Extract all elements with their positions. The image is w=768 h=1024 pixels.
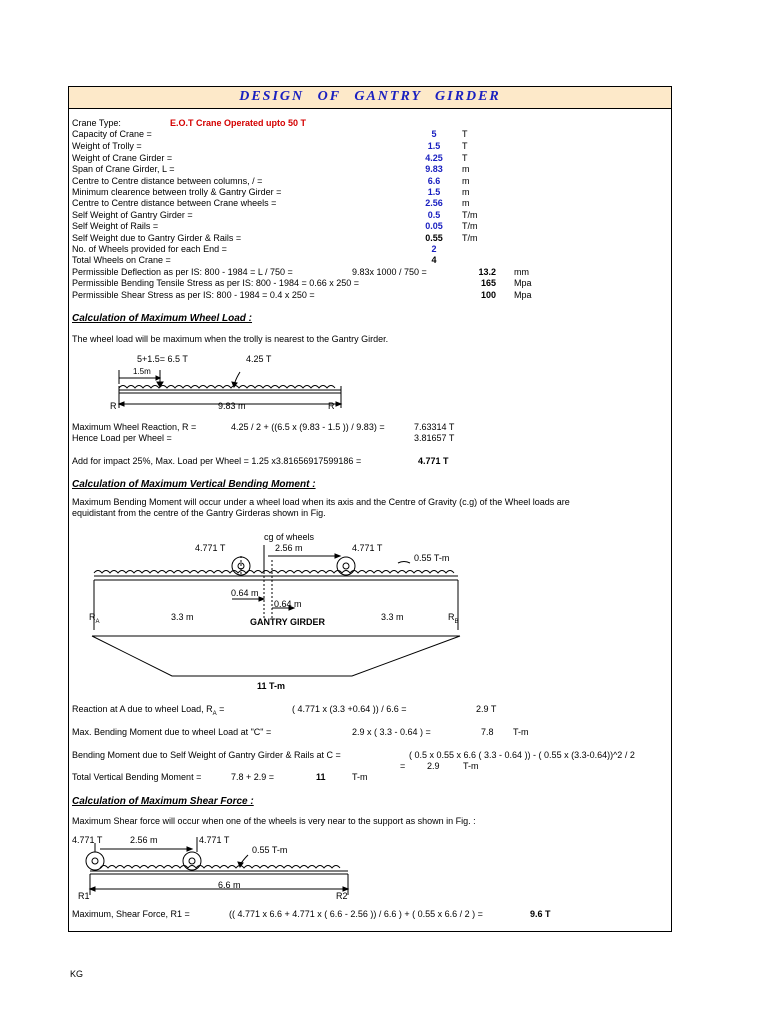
param-value: 4: [431, 255, 437, 265]
permissible-label: Permissible Shear Stress as per IS: 800 - 1984 = 0.4 x 250 =: [72, 290, 315, 300]
param-label: Self Weight of Rails =: [72, 221, 159, 231]
max-wheel-reaction-label: Maximum Wheel Reaction, R =: [72, 422, 197, 432]
load-per-wheel-value: 3.81657 T: [414, 433, 455, 443]
permissible-calc: 9.83x 1000 / 750 =: [352, 267, 427, 277]
param-label: Capacity of Crane =: [72, 129, 152, 139]
param-unit: T: [462, 129, 468, 139]
fig1-load2-label: 4.25 T: [246, 354, 272, 364]
max-shear-label: Maximum, Shear Force, R1 =: [72, 909, 190, 919]
fig2-udl-label: 0.55 T-m: [414, 553, 450, 563]
param-value: 2.56: [425, 198, 443, 208]
param-value: 9.83: [425, 164, 443, 174]
fig2-reaction-a: $R_A$: [89, 612, 100, 625]
impact-load-label: Add for impact 25%, Max. Load per Wheel = 1.25 x3.81656917599186 =: [72, 456, 362, 466]
param-label: Centre to Centre distance between Crane wheels =: [72, 198, 277, 208]
fig2-reaction-b: $R_B$: [448, 612, 459, 625]
shear-intro: Maximum Shear force will occur when one of the wheels is very near to the support as shown in Fig. :: [72, 816, 476, 826]
fig1-load1-label: 5+1.5= 6.5 T: [137, 354, 188, 364]
wheel-load-intro: The wheel load will be maximum when the trolly is nearest to the Gantry Girder.: [72, 334, 389, 344]
param-unit: T/m: [462, 221, 478, 231]
param-value: 0.05: [425, 221, 443, 231]
total-bm-expression: 7.8 + 2.9 =: [231, 772, 275, 782]
param-unit: m: [462, 164, 470, 174]
fig2-left-length: 3.3 m: [171, 612, 194, 622]
max-bm-wheel-value: 7.8: [481, 727, 494, 737]
param-value: 1.5: [427, 187, 441, 197]
footer-initials: KG: [70, 969, 84, 979]
fig2-wheel2-load: 4.771 T: [352, 543, 383, 553]
fig1-span-label: 9.83 m: [218, 401, 246, 411]
param-label: Total Wheels on Crane =: [72, 255, 171, 265]
total-bm-unit: T-m: [352, 772, 368, 782]
param-unit: m: [462, 187, 470, 197]
param-unit: T/m: [462, 210, 478, 220]
permissible-unit: Mpa: [514, 278, 532, 288]
bending-moment-figure: [92, 545, 460, 676]
fig2-girder-label: GANTRY GIRDER: [250, 617, 326, 627]
fig2-right-length: 3.3 m: [381, 612, 404, 622]
param-value: 0.55: [425, 233, 443, 243]
self-weight-bm-value: 2.9: [427, 761, 440, 771]
fig3-reaction-2: R2: [336, 891, 348, 901]
permissible-value: 13.2: [478, 267, 496, 277]
param-unit: T/m: [462, 233, 478, 243]
reaction-a-label: Reaction at A due to wheel Load, $R_A$ =: [72, 704, 225, 717]
param-value: 6.6: [427, 176, 441, 186]
max-shear-expression: (( 4.771 x 6.6 + 4.771 x ( 6.6 - 2.56 )) / 6.6 ) + ( 0.55 x 6.6 / 2 ) =: [229, 909, 483, 919]
fig1-distance-label: 1.5m: [133, 367, 151, 376]
param-value: 2: [431, 244, 437, 254]
param-unit: T: [462, 153, 468, 163]
total-bm-label: Total Vertical Bending Moment =: [72, 772, 202, 782]
fig2-offset2-label: 0.64 m: [274, 599, 302, 609]
fig2-bending-moment-value: 11 T-m: [257, 681, 286, 691]
max-shear-value: 9.6 T: [530, 909, 551, 919]
load-per-wheel-label: Hence Load per Wheel =: [72, 433, 172, 443]
param-label: Self Weight of Gantry Girder =: [72, 210, 193, 220]
param-value: 5: [431, 129, 437, 139]
param-value: 1.5: [427, 141, 441, 151]
bending-intro-line2: equidistant from the centre of the Gantry Girderas shown in Fig.: [72, 508, 326, 518]
section-heading-shear-force: Calculation of Maximum Shear Force :: [72, 796, 254, 807]
permissible-unit: Mpa: [514, 290, 532, 300]
bending-intro-line1: Maximum Bending Moment will occur under a wheel load when its axis and the Centre of Gravity (c.g) of the Wheel loads are: [72, 497, 570, 507]
permissible-value: 165: [480, 278, 496, 288]
max-wheel-reaction-expression: 4.25 / 2 + ((6.5 x (9.83 - 1.5 )) / 9.83) =: [231, 422, 385, 432]
fig1-reaction-left: R: [110, 401, 117, 411]
crane-type-value: E.O.T Crane Operated upto 50 T: [170, 118, 307, 128]
total-bm-value: 11: [316, 772, 326, 782]
self-weight-bm-equals: =: [400, 761, 406, 771]
max-bm-wheel-expression: 2.9 x ( 3.3 - 0.64 ) =: [352, 727, 431, 737]
param-unit: m: [462, 176, 470, 186]
param-label: No. of Wheels provided for each End =: [72, 244, 227, 254]
param-label: Span of Crane Girder, L =: [72, 164, 175, 174]
fig2-offset1-label: 0.64 m: [231, 588, 259, 598]
section-heading-wheel-load: Calculation of Maximum Wheel Load :: [72, 313, 253, 324]
reaction-a-value: 2.9 T: [476, 704, 497, 714]
section-heading-bending-moment: Calculation of Maximum Vertical Bending Moment :: [72, 479, 316, 490]
param-unit: m: [462, 198, 470, 208]
fig3-reaction-1: R1: [78, 891, 90, 901]
fig2-wheel1-load: 4.771 T: [195, 543, 226, 553]
fig3-spacing-label: 2.56 m: [130, 835, 158, 845]
param-label: Minimum clearence between trolly & Gantry Girder =: [72, 187, 282, 197]
max-bm-wheel-unit: T-m: [513, 727, 529, 737]
crane-type-label: Crane Type:: [72, 118, 121, 128]
fig3-wheel1-load: 4.771 T: [72, 835, 103, 845]
param-label: Centre to Centre distance between columns, / =: [72, 176, 263, 186]
impact-load-value: 4.771 T: [418, 456, 449, 466]
fig1-reaction-right: R: [328, 401, 335, 411]
fig2-spacing-label: 2.56 m: [275, 543, 303, 553]
page-title: DESIGN OF GANTRY GIRDER: [239, 89, 501, 104]
self-weight-bm-unit: T-m: [463, 761, 479, 771]
param-value: 0.5: [427, 210, 441, 220]
permissible-unit: mm: [514, 267, 529, 277]
fig3-span-label: 6.6 m: [218, 880, 241, 890]
fig3-wheel2-load: 4.771 T: [199, 835, 230, 845]
fig3-udl-label: 0.55 T-m: [252, 845, 288, 855]
reaction-a-expression: ( 4.771 x (3.3 +0.64 )) / 6.6 =: [292, 704, 407, 714]
max-bm-wheel-label: Max. Bending Moment due to wheel Load at "C" =: [72, 727, 272, 737]
param-label: Self Weight due to Gantry Girder & Rails =: [72, 233, 242, 243]
self-weight-bm-label: Bending Moment due to Self Weight of Gantry Girder & Rails at C =: [72, 750, 341, 760]
permissible-value: 100: [480, 290, 496, 300]
param-label: Weight of Trolly =: [72, 141, 142, 151]
max-wheel-reaction-value: 7.63314 T: [414, 422, 455, 432]
fig2-cg-label: cg of wheels: [264, 532, 315, 542]
param-unit: T: [462, 141, 468, 151]
permissible-label: Permissible Deflection as per IS: 800 - 1984 = L / 750 =: [72, 267, 293, 277]
self-weight-bm-expression: ( 0.5 x 0.55 x 6.6 ( 3.3 - 0.64 )) - ( 0.55 x (3.3-0.64))^2 / 2: [409, 750, 635, 760]
permissible-label: Permissible Bending Tensile Stress as per IS: 800 - 1984 = 0.66 x 250 =: [72, 278, 360, 288]
param-value: 4.25: [425, 153, 443, 163]
param-label: Weight of Crane Girder =: [72, 153, 173, 163]
